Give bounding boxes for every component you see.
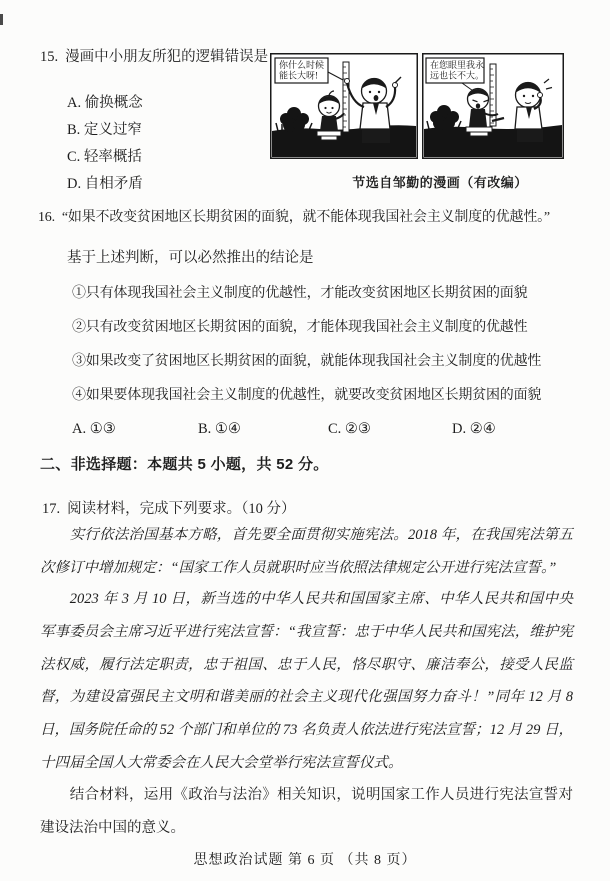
q16-option-c: C. ②③: [328, 421, 371, 437]
bubble-text: 你什么时候: [279, 60, 325, 70]
bubble-text: 能长大呀!: [279, 70, 318, 81]
q17-material-paragraph-1: 实行依法治国基本方略，首先要全面贯彻实施宪法。2018 年，在我国宪法第五次修订中增加规定：“国家工作人员就职时应当依照法律规定公开进行宪法宣誓。”: [40, 527, 573, 576]
page-footer: 思想政治试题 第 6 页 （共 8 页）: [193, 853, 417, 868]
comic-panel-right: [422, 53, 564, 159]
q15-option-c: C. 轻率概括: [67, 149, 142, 165]
bubble-text: 远也长不大。: [430, 70, 485, 81]
q16-option-a: A. ①③: [72, 421, 116, 437]
q16-statement-3: ③如果改变了贫困地区长期贫困的面貌，就能体现我国社会主义制度的优越性: [72, 354, 542, 369]
bubble-text: 在您眼里我永: [430, 60, 485, 70]
q15-option-d: D. 自相矛盾: [67, 176, 143, 192]
question-16-number: 16.: [38, 210, 55, 225]
q16-option-d: D. ②④: [452, 421, 496, 437]
question-17-stem: 17. 阅读材料，完成下列要求。（10 分）: [42, 501, 296, 517]
q15-option-b: B. 定义过窄: [67, 122, 142, 138]
section-2-heading: 二、非选择题：本题共 5 小题，共 52 分。: [40, 456, 329, 473]
q16-option-b: B. ①④: [198, 421, 241, 437]
q16-statement-4: ④如果要体现我国社会主义制度的优越性，就要改变贫困地区长期贫困的面貌: [72, 388, 542, 403]
comic-caption: 节选自邹勤的漫画（有改编）: [352, 175, 528, 190]
q17-task-paragraph: 结合材料，运用《政治与法治》相关知识，说明国家工作人员进行宪法宣誓对建设法治中国的意义。: [40, 787, 573, 836]
q16-lead: 基于上述判断，可以必然推出的结论是: [67, 250, 314, 266]
question-17-number: 17.: [42, 501, 61, 517]
q16-statement-1: ①只有体现我国社会主义制度的优越性，才能改变贫困地区长期贫困的面貌: [72, 286, 528, 301]
question-15-number: 15.: [40, 49, 59, 65]
question-16-stem: 16. “如果不改变贫困地区长期贫困的面貌，就不能体现我国社会主义制度的优越性。”: [38, 210, 550, 225]
scan-artifact: [0, 14, 3, 25]
q15-option-a: A. 偷换概念: [67, 95, 143, 111]
q16-statement-2: ②只有改变贫困地区长期贫困的面貌，才能体现我国社会主义制度的优越性: [72, 320, 528, 335]
comic-panel-left: [270, 53, 418, 159]
comic-strip: [270, 53, 564, 159]
q17-material-paragraph-2: 2023 年 3 月 10 日，新当选的中华人民共和国国家主席、中华人民共和国中央军事委员会主席习近平进行宪法宣誓：“我宣誓：忠于中华人民共和国宪法，维护宪法权威，履行法定职责，忠于祖国、忠于人民，恪尽职守、廉洁奉公，接受人民监督，为建设富强民主文明和谐美丽的社会主义现代化强国努力奋斗！”同年 12 月 8 日，国务院任命的 52 个部门和单位的 73 名负责人依法进行宪法宣誓；12 月 29 日，十四届全国人大常委会在人民大会堂举行宪法宣誓仪式。: [40, 591, 573, 771]
question-15-stem: 15. 漫画中小朋友所犯的逻辑错误是: [40, 49, 269, 65]
height-ruler: [343, 62, 349, 132]
height-ruler: [490, 64, 496, 126]
